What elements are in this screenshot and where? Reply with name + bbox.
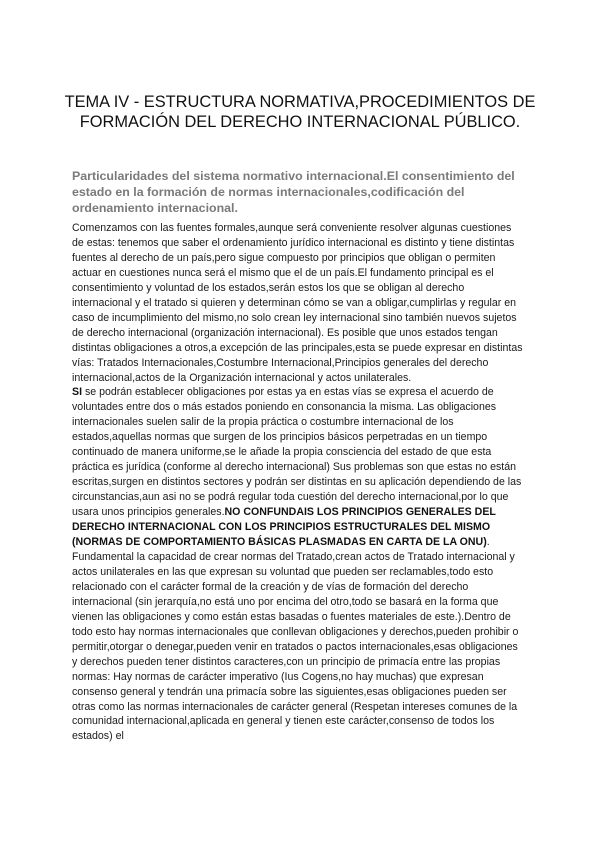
paragraph-end: . [486, 536, 490, 549]
paragraph: Fundamental la capacidad de crear normas del Tratado,crean actos de Tratado internacional y actos unilaterales en las que expresan su voluntad que pueden ser reclamables,todo esto relacionado con el carácter formal de la creación y de vías de formación del derecho internacional (sin jerarquía,no está uno por encima del otro,todo se basará en la forma que vienen las obligaciones y como están estas basadas o fuentes materiales de este.).Dentro de todo esto hay normas internacionales que conllevan obligaciones y derechos,pueden prohibir o permitir,otorgar o denegar,pueden venir en tratados o pactos internacionales,esas obligaciones y derechos pueden tener distintos caracteres,con un principio de primacía entre las propias normas: Hay normas de carácter imperativo (Ius Cogens,no hay muchas) que expresan consenso general y tendrán una primacía sobre las siguientes,esas obligaciones pueden ser otras como las normas internacionales de carácter general (Respetan intereses comunes de la comunidad internacional,aplicada en general y tienen este carácter,consenso de todos los estados) el [72, 550, 519, 743]
paragraph [72, 385, 526, 549]
paragraph-text: se podrán establecer obligaciones por estas ya en estas vías se expresa el acuerdo de voluntades entre dos o más estados poniendo en consonancia la misma. Las obligaciones internacionales suelen salir de la propia práctica o costumbre internacional de los estados,aquellas normas que surgen de los principios básicos perpetradas en un tiempo continuado de manera uniforme,se le añade la propia consciencia del estado de que esta práctica es jurídica (conforme al derecho internacional) Sus problemas son que estas no están escritas,surgen en distintos sectores y podrán ser distintas en su aplicación dependiendo de las circunstancias,aun asi no se podrá regular toda cuestión del derecho internacional,por lo que usara unos principios generales. [72, 386, 522, 519]
emphasis-note: NO CONFUNDAIS LOS PRINCIPIOS GENERALES DEL DERECHO INTERNACIONAL CON LOS PRINCIPIOS ESTRUCTURALES DEL MISMO (NORMAS DE COMPORTAMIENTO BÁSICAS PLASMADAS EN CARTA DE LA ONU) [72, 506, 496, 549]
document-title: TEMA IV - ESTRUCTURA NORMATIVA,PROCEDIMIENTOS DE FORMACIÓN DEL DERECHO INTERNACIONAL PÚBLICO. [64, 93, 536, 131]
bold-lead: SI [72, 386, 83, 399]
body-text [72, 221, 526, 744]
section-subtitle: Particularidades del sistema normativo internacional.El consentimiento del estado en la formación de normas internacionales,codificación del ordenamiento internacional. [72, 169, 515, 215]
paragraph: Comenzamos con las fuentes formales,aunque será conveniente resolver algunas cuestiones de estas: tenemos que saber el ordenamiento jurídico internacional es distinto y tiene distintas fuentes al derecho de un país,pero sigue compuesto por principios que obligan o permiten actuar en cuestiones nunca será el mismo que el de un país.El fundamento principal es el consentimiento y voluntad de los estados,serán estos los que se obligan al derecho internacional y el tratado si quieren y determinan cómo se van a obligar,cumplirlas y regular en caso de incumplimiento del mismo,no solo crean ley internacional sino también nuevos sujetos de derecho internacional (organización internacional). Es posible que unos estados tengan distintas obligaciones a otros,a excepción de las principales,esta se puede expresar en distintas vías: Tratados Internacionales,Costumbre Internacional,Principios generales del derecho internacional,actos de la Organización internacional y actos unilaterales. [72, 222, 523, 384]
